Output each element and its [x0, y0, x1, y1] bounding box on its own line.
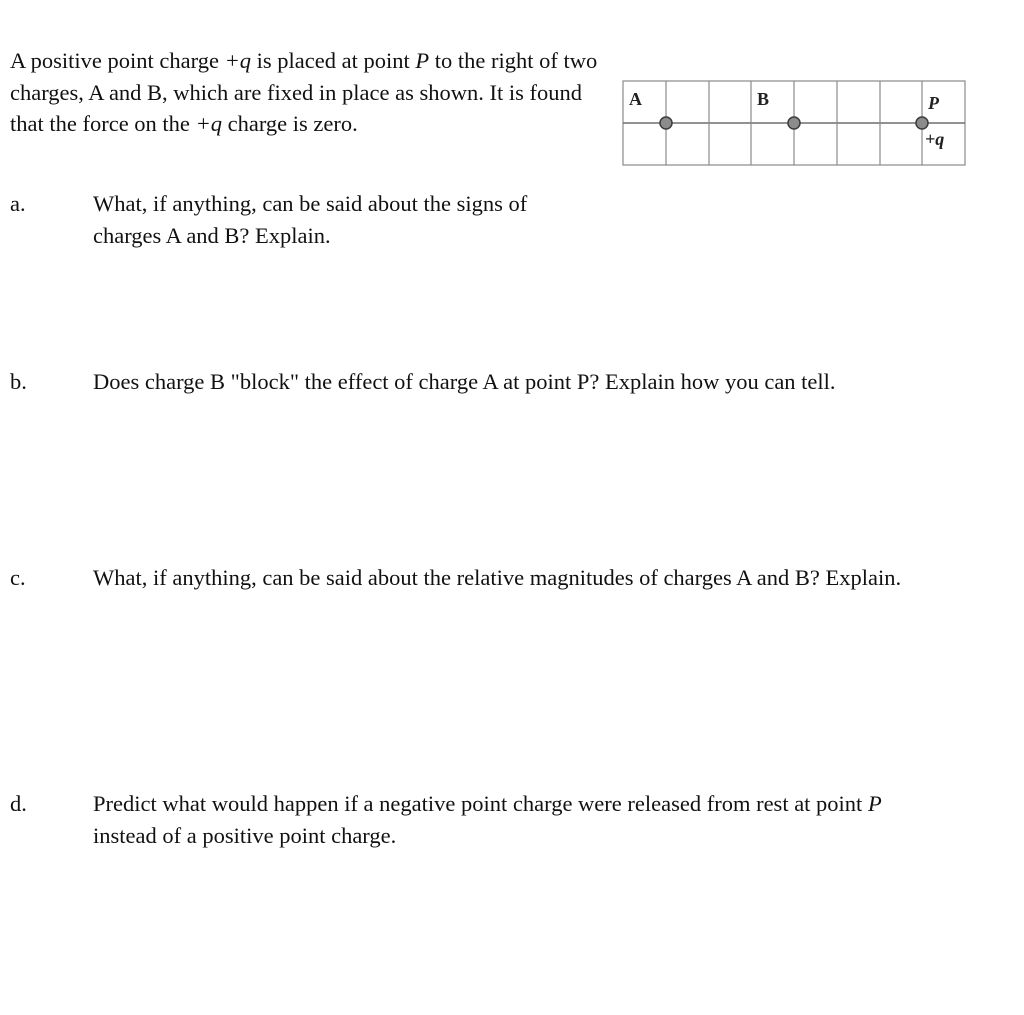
intro-text-1: A positive point charge	[10, 48, 225, 73]
point-symbol: P	[415, 48, 430, 73]
question-text-part: Predict what would happen if a negative point charge were released from rest at point	[93, 791, 868, 816]
label-q: +q	[925, 129, 945, 149]
question-text	[93, 788, 988, 851]
question-text-part: instead of a positive point charge.	[93, 822, 397, 848]
point-p-dot	[916, 117, 928, 129]
question-text: Does charge B "block" the effect of charge A at point P? Explain how you can tell.	[93, 369, 836, 394]
question-label: d.	[10, 791, 27, 816]
charge-symbol: +q	[224, 48, 251, 73]
intro-text-2: is placed at point	[251, 48, 416, 73]
intro-text-3: to the right of two charges, A and B, which are fixed in place as shown. It is found that the force on the	[10, 48, 598, 136]
question-text: What, if anything, can be said about the signs of charges A and B? Explain.	[93, 191, 528, 248]
charge-diagram	[618, 76, 970, 170]
problem-intro	[10, 45, 600, 140]
point-symbol: P	[867, 791, 882, 816]
question-label: c.	[10, 565, 26, 590]
question-label: a.	[10, 191, 26, 216]
question-label: b.	[10, 369, 27, 394]
label-b: B	[757, 89, 770, 109]
question-text: What, if anything, can be said about the relative magnitudes of charges A and B? Explain.	[93, 565, 902, 590]
charge-b-dot	[788, 117, 800, 129]
label-a: A	[629, 89, 642, 109]
intro-text-4: charge is zero.	[222, 111, 358, 136]
charge-a-dot	[660, 117, 672, 129]
charge-symbol: +q	[195, 111, 222, 136]
label-p: P	[928, 93, 939, 113]
charge-diagram-svg	[618, 76, 970, 170]
